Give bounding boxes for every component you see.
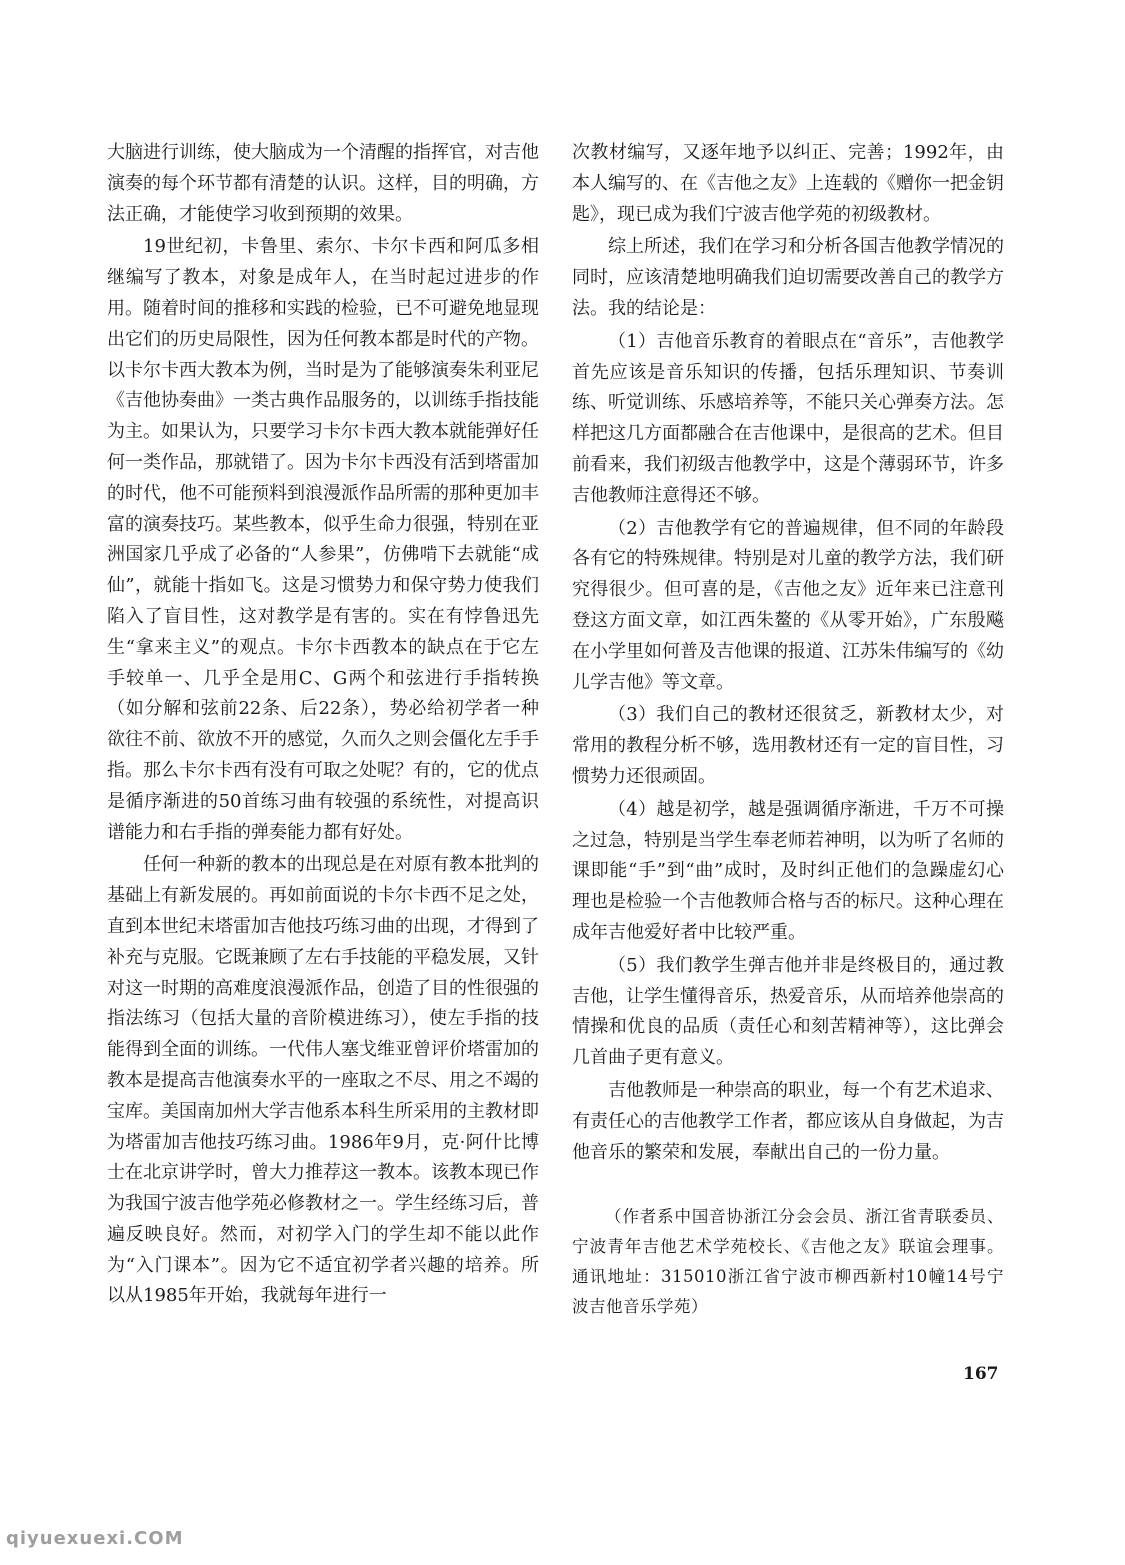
body-paragraph: 19世纪初，卡鲁里、索尔、卡尔卡西和阿瓜多相继编写了教本，对象是成年人，在当时起过进步的作用。随着时间的推移和实践的检验，已不可避免地显现出它们的历史局限性，因为任何教本都是时代的产物。以卡尔卡西大教本为例，当时是为了能够演奏朱利亚尼《吉他协奏曲》一类古典作品服务的，以训练手指技能为主。如果认为，只要学习卡尔卡西大教本就能弹好任何一类作品，那就错了。因为卡尔卡西没有活到塔雷加的时代，他不可能预料到浪漫派作品所需的那种更加丰富的演奏技巧。某些教本，似乎生命力很强，特别在亚洲国家几乎成了必备的“人参果”，仿佛啃下去就能“成仙”，就能十指如飞。这是习惯势力和保守势力使我们陷入了盲目性，这对教学是有害的。实在有悖鲁迅先生“拿来主义”的观点。卡尔卡西教本的缺点在于它左手较单一、几乎全是用C、G两个和弦进行手指转换（如分解和弦前22条、后22条），势必给初学者一种欲往不前、欲放不开的感觉，久而久之则会僵化左手手指。那么卡尔卡西有没有可取之处呢？有的，它的优点是循序渐进的50首练习曲有较强的系统性，对提高识谱能力和右手指的弹奏能力都有好处。 — [107, 236, 539, 843]
body-paragraph: 综上所述，我们在学习和分析各国吉他教学情况的同时，应该清楚地明确我们迫切需要改善自己的教学方法。我的结论是： — [572, 236, 1004, 319]
conclusion-point-1: （1）吉他音乐教育的着眼点在“音乐”，吉他教学首先应该是音乐知识的传播，包括乐理知识、节奏训练、听觉训练、乐感培养等，不能只关心弹奏方法。怎样把这几方面都融合在吉他课中，是很高的艺术。但目前看来，我们初级吉他教学中，这是个薄弱环节，许多吉他教师注意得还不够。 — [572, 330, 1004, 506]
body-paragraph: 任何一种新的教本的出现总是在对原有教本批判的基础上有新发展的。再如前面说的卡尔卡西不足之处，直到本世纪末塔雷加吉他技巧练习曲的出现，才得到了补充与克服。它既兼顾了左右手技能的平稳发展，又针对这一时期的高难度浪漫派作品，创造了目的性很强的指法练习（包括大量的音阶模进练习），使左手指的技能得到全面的训练。一代伟人塞戈维亚曾评价塔雷加的教本是提高吉他演奏水平的一座取之不尽、用之不竭的宝库。美国南加州大学吉他系本科生所采用的主教材即为塔雷加吉他技巧练习曲。1986年9月，克·阿什比博士在北京讲学时，曾大力推荐这一教本。该教本现已作为我国宁波吉他学苑必修教材之一。学生经练习后，普遍反映良好。然而，对初学入门的学生却不能以此作为“入门课本”。因为它不适宜初学者兴趣的培养。所以从1985年开始，我就每年进行一 — [107, 854, 539, 1307]
right-column — [572, 138, 1004, 1322]
body-paragraph: 大脑进行训练，使大脑成为一个清醒的指挥官，对吉他演奏的每个环节都有清楚的认识。这样，目的明确，方法正确，才能使学习收到预期的效果。 — [107, 142, 539, 225]
page-number: 167 — [963, 1364, 999, 1384]
body-paragraph: 次教材编写，又逐年地予以纠正、完善；1992年，由本人编写的、在《吉他之友》上连载的《赠你一把金钥匙》，现已成为我们宁波吉他学苑的初级教材。 — [572, 142, 1004, 225]
conclusion-point-4: （4）越是初学，越是强调循序渐进，千万不可操之过急，特别是当学生奉老师若神明，以为听了名师的课即能“手”到“曲”成时，及时纠正他们的急躁虚幻心理也是检验一个吉他教师合格与否的标尺。这种心理在成年吉他爱好者中比较严重。 — [572, 798, 1004, 943]
site-watermark: qiyuexuexi.COM — [6, 1528, 184, 1549]
author-note: （作者系中国音协浙江分会会员、浙江省青联委员、宁波青年吉他艺术学苑校长、《吉他之友》联谊会理事。通讯地址：315010浙江省宁波市柳西新村10幢14号宁波吉他音乐学苑） — [572, 1207, 1004, 1317]
conclusion-point-2: （2）吉他教学有它的普遍规律，但不同的年龄段各有它的特殊规律。特别是对儿童的教学方法，我们研究得很少。但可喜的是，《吉他之友》近年来已注意刊登这方面文章，如江西朱鳌的《从零开始》，广东殷飚在小学里如何普及吉他课的报道、江苏朱伟编写的《幼儿学吉他》等文章。 — [572, 517, 1004, 693]
conclusion-point-5: （5）我们教学生弹吉他并非是终极目的，通过教吉他，让学生懂得音乐，热爱音乐，从而培养他崇高的情操和优良的品质（责任心和刻苦精神等），这比弹会几首曲子更有意义。 — [572, 954, 1004, 1069]
left-column — [107, 138, 539, 1312]
closing-paragraph: 吉他教师是一种崇高的职业，每一个有艺术追求、有责任心的吉他教学工作者，都应该从自身做起，为吉他音乐的繁荣和发展，奉献出自己的一份力量。 — [572, 1079, 1004, 1163]
conclusion-point-3: （3）我们自己的教材还很贫乏，新教材太少，对常用的教程分析不够，选用教材还有一定的盲目性，习惯势力还很顽固。 — [572, 704, 1004, 787]
